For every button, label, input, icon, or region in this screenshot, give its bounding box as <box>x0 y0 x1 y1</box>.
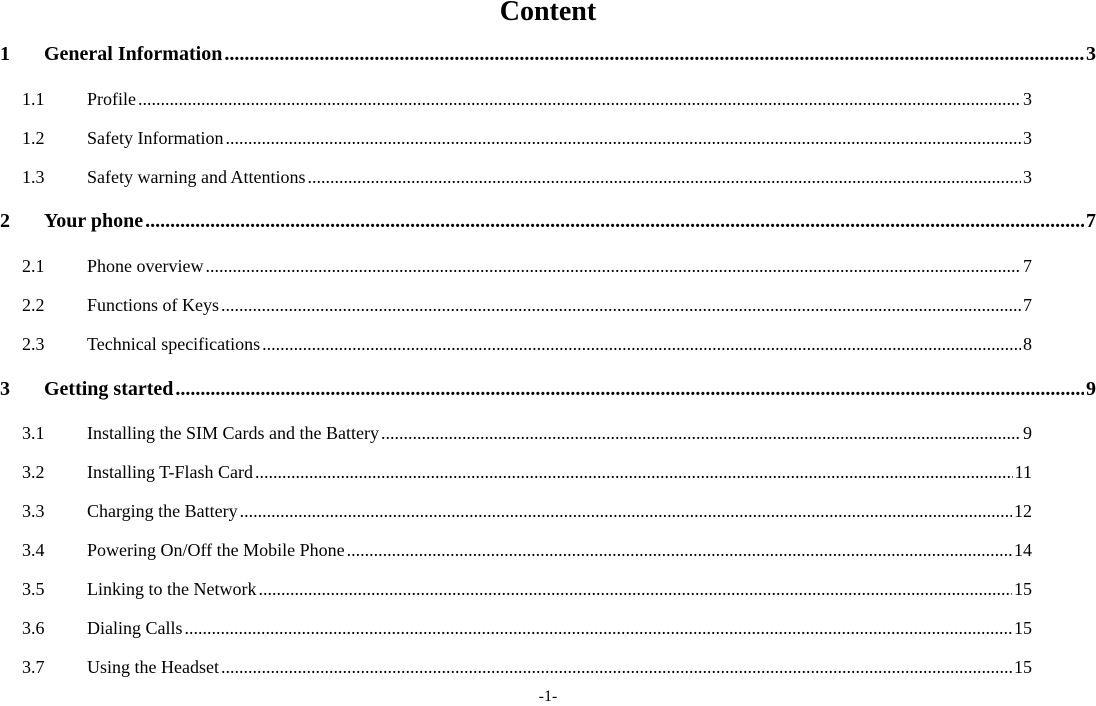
toc-leader <box>224 41 1084 67</box>
toc-label: Installing the SIM Cards and the Battery <box>87 423 379 443</box>
toc-label: Technical specifications <box>87 334 261 354</box>
toc-number: 3.1 <box>22 423 45 443</box>
toc-label: Functions of Keys <box>87 295 219 315</box>
toc-label: Installing T-Flash Card <box>87 462 253 482</box>
toc-number: 3.2 <box>22 462 45 482</box>
toc-entry-3[interactable] <box>0 376 1096 402</box>
toc-leader <box>175 376 1084 402</box>
toc-number: 2.1 <box>22 256 45 276</box>
toc-entry-1-2[interactable] <box>22 126 1032 150</box>
toc-entry-2-2[interactable] <box>22 293 1032 317</box>
toc-leader <box>221 293 1021 317</box>
page-title: Content <box>499 0 597 27</box>
toc-page-number: 11 <box>1014 462 1032 482</box>
toc-page-number: 15 <box>1014 657 1032 677</box>
toc-page-number: 12 <box>1014 501 1032 521</box>
toc-number: 1.2 <box>22 128 45 148</box>
toc-leader <box>145 208 1084 234</box>
toc-label: Safety Information <box>87 128 224 148</box>
toc-leader <box>347 538 1012 562</box>
toc-page-number: 8 <box>1023 334 1032 354</box>
toc-number: 1.1 <box>22 89 45 109</box>
toc-label: Dialing Calls <box>87 618 183 638</box>
toc-number: 2 <box>0 210 10 232</box>
toc-number: 3.7 <box>22 657 45 677</box>
toc-label: Phone overview <box>87 256 204 276</box>
toc-page-number: 9 <box>1086 378 1096 400</box>
toc-page-number: 3 <box>1023 167 1032 187</box>
toc-page-number: 14 <box>1014 540 1032 560</box>
toc-entry-3-7[interactable] <box>22 655 1032 679</box>
page-footer-number: -1- <box>538 688 558 705</box>
toc-entry-1[interactable] <box>0 41 1096 67</box>
toc-entry-3-4[interactable] <box>22 538 1032 562</box>
toc-label: Linking to the Network <box>87 579 257 599</box>
toc-leader <box>221 655 1012 679</box>
toc-leader <box>307 165 1021 189</box>
toc-page-number: 9 <box>1023 423 1032 443</box>
toc-number: 2.3 <box>22 334 45 354</box>
toc-number: 2.2 <box>22 295 45 315</box>
toc-entry-1-3[interactable] <box>22 165 1032 189</box>
toc-page-number: 15 <box>1014 579 1032 599</box>
toc-number: 3.6 <box>22 618 45 638</box>
toc-number: 3.5 <box>22 579 45 599</box>
toc-page-number: 7 <box>1023 295 1032 315</box>
toc-label: Profile <box>87 89 136 109</box>
toc-label: General Information <box>44 43 223 65</box>
toc-page-number: 3 <box>1086 43 1096 65</box>
toc-page-number: 7 <box>1086 210 1096 232</box>
toc-entry-3-2[interactable] <box>22 460 1032 484</box>
toc-entry-1-1[interactable] <box>22 87 1032 111</box>
toc-entry-3-6[interactable] <box>22 616 1032 640</box>
toc-number: 1.3 <box>22 167 45 187</box>
toc-label: Using the Headset <box>87 657 219 677</box>
toc-entry-3-5[interactable] <box>22 577 1032 601</box>
toc-entry-3-1[interactable] <box>22 421 1032 445</box>
toc-leader <box>225 126 1021 150</box>
toc-number: 3.3 <box>22 501 45 521</box>
toc-entry-3-3[interactable] <box>22 499 1032 523</box>
toc-number: 1 <box>0 43 10 65</box>
toc-leader <box>381 421 1021 445</box>
toc-leader <box>185 616 1013 640</box>
toc-leader <box>258 577 1012 601</box>
toc-page-number: 15 <box>1014 618 1032 638</box>
toc-page-number: 3 <box>1023 128 1032 148</box>
toc-label: Charging the Battery <box>87 501 238 521</box>
toc-entry-2-1[interactable] <box>22 254 1032 278</box>
toc-leader <box>240 499 1012 523</box>
toc-label: Powering On/Off the Mobile Phone <box>87 540 345 560</box>
toc-number: 3.4 <box>22 540 45 560</box>
toc-entry-2[interactable] <box>0 208 1096 234</box>
toc-leader <box>262 332 1021 356</box>
toc-entry-2-3[interactable] <box>22 332 1032 356</box>
toc-page-number: 7 <box>1023 256 1032 276</box>
toc-leader <box>138 87 1021 111</box>
toc-label: Your phone <box>44 210 144 232</box>
toc-leader <box>255 460 1013 484</box>
toc-label: Safety warning and Attentions <box>87 167 306 187</box>
toc-page-number: 3 <box>1023 89 1032 109</box>
toc-leader <box>205 254 1021 278</box>
toc-number: 3 <box>0 378 10 400</box>
toc-label: Getting started <box>44 378 174 400</box>
